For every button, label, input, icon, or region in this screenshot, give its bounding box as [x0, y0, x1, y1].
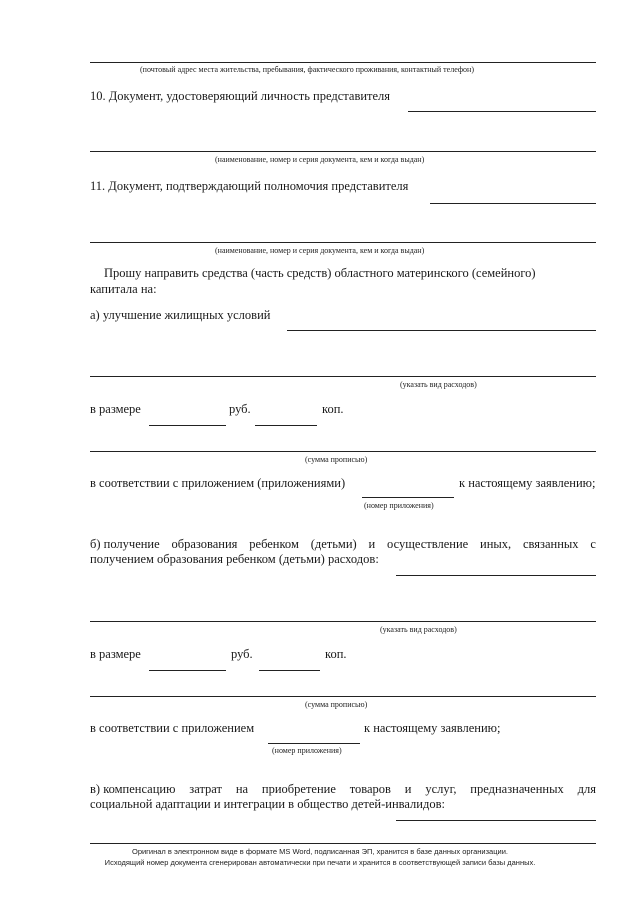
footer-line2: Исходящий номер документа сгенерирован автоматически при печати и хранится в соответствующей записи базы данных.: [104, 858, 536, 867]
section-a-rub-field[interactable]: [149, 425, 226, 426]
item10-field[interactable]: [408, 111, 596, 112]
word: услуг,: [425, 782, 457, 796]
section-b-sum-words-field[interactable]: [90, 696, 596, 697]
word: приобретение: [261, 782, 336, 796]
section-b-rub-field[interactable]: [149, 670, 226, 671]
doc-authority-caption: (наименование, номер и серия документа, кем и когда выдан): [215, 246, 425, 255]
word: для: [577, 782, 596, 796]
address-caption: (почтовый адрес места жительства, пребывания, фактического проживания, контактный телефон): [140, 65, 474, 74]
word: товаров: [349, 782, 391, 796]
section-b-amount-label: в размере: [90, 647, 141, 661]
footer-line1: Оригинал в электронном виде в формате MS Word, подписанная ЭП, хранится в базе данных организации.: [131, 847, 508, 856]
word: предназначенных: [470, 782, 564, 796]
item11-field[interactable]: [430, 203, 596, 204]
word: затрат: [189, 782, 222, 796]
word: в) компенсацию: [90, 782, 176, 796]
section-b-line1: [90, 537, 596, 552]
word: на: [235, 782, 249, 796]
section-b-rub: руб.: [231, 647, 253, 661]
expense-type-b-caption: (указать вид расходов): [380, 625, 457, 634]
word: осуществление: [387, 537, 469, 551]
word: и: [368, 537, 376, 551]
address-line: [90, 62, 596, 63]
appendix-number-a-caption: (номер приложения): [364, 501, 434, 510]
request-line1: Прошу направить средства (часть средств) областного материнского (семейного): [104, 266, 536, 280]
word: (детьми): [310, 537, 357, 551]
section-a-rub: руб.: [229, 402, 251, 416]
sum-words-b-caption: (сумма прописью): [305, 700, 368, 709]
item10-label: 10. Документ, удостоверяющий личность представителя: [90, 89, 391, 103]
section-a-sum-words-field[interactable]: [90, 451, 596, 452]
expense-type-a-caption: (указать вид расходов): [400, 380, 477, 389]
request-line2: капитала на:: [90, 282, 157, 296]
section-a-field-line2[interactable]: [90, 376, 596, 377]
appendix-number-b-caption: (номер приложения): [272, 746, 342, 755]
section-a-kop-field[interactable]: [255, 425, 317, 426]
word: и: [404, 782, 412, 796]
word: ребенком: [249, 537, 299, 551]
section-a-appendix-right: к настоящему заявлению;: [459, 476, 596, 490]
word: б) получение: [90, 537, 160, 551]
sum-words-a-caption: (сумма прописью): [305, 455, 368, 464]
section-b-appendix-field[interactable]: [268, 743, 360, 744]
section-b-kop: коп.: [325, 647, 347, 661]
word: связанных: [523, 537, 579, 551]
section-a-appendix-field[interactable]: [362, 497, 454, 498]
section-b-line2: получением образования ребенком (детьми) расходов:: [90, 552, 379, 566]
item10-field-line2[interactable]: [90, 151, 596, 152]
doc-identity-caption: (наименование, номер и серия документа, кем и когда выдан): [215, 155, 425, 164]
section-b-appendix-left: в соответствии с приложением: [90, 721, 255, 735]
section-c-line2: социальной адаптации и интеграции в общество детей-инвалидов:: [90, 797, 445, 811]
item11-label: 11. Документ, подтверждающий полномочия представителя: [90, 179, 409, 193]
section-a-amount-label: в размере: [90, 402, 141, 416]
section-b-field-line2[interactable]: [90, 621, 596, 622]
word: иных,: [480, 537, 512, 551]
section-c-line1: [90, 782, 596, 797]
section-b-appendix-right: к настоящему заявлению;: [364, 721, 501, 735]
footer-divider: [90, 843, 596, 844]
section-a-kop: коп.: [322, 402, 344, 416]
section-c-field[interactable]: [396, 820, 596, 821]
section-a-appendix-left: в соответствии с приложением (приложениями): [90, 476, 346, 490]
section-b-field[interactable]: [396, 575, 596, 576]
word: образования: [171, 537, 238, 551]
section-a-label: а) улучшение жилищных условий: [90, 308, 271, 322]
item11-field-line2[interactable]: [90, 242, 596, 243]
word: с: [590, 537, 596, 551]
section-a-field[interactable]: [287, 330, 596, 331]
section-b-kop-field[interactable]: [259, 670, 320, 671]
